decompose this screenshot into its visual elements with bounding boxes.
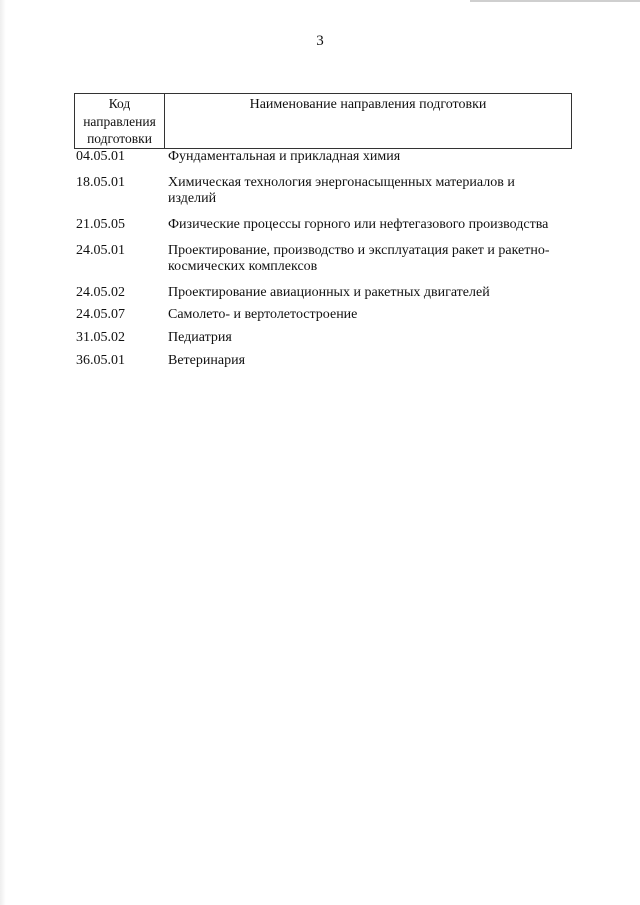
table-row: [76, 307, 566, 323]
row-name: Педиатрия: [168, 330, 232, 345]
page-number: 3: [316, 33, 324, 49]
row-name: Фундаментальная и прикладная химия: [168, 149, 401, 164]
row-code: 31.05.02: [76, 330, 125, 345]
row-name: Физические процессы горного или нефтегазового производства: [168, 217, 549, 232]
table-row: [76, 217, 566, 233]
header-code-line: подготовки: [87, 131, 152, 146]
header-code-line: Код: [108, 96, 131, 111]
table-body: [76, 149, 566, 369]
table-row: [76, 330, 566, 346]
header-code-cell: [75, 94, 165, 148]
table-row: [76, 243, 566, 275]
table-row: [76, 175, 566, 207]
header-code-line: направления: [83, 113, 156, 129]
table-row: [76, 353, 566, 369]
table-row: [76, 149, 566, 165]
table-header: [74, 93, 572, 149]
row-name: Самолето- и вертолетостроение: [168, 307, 358, 322]
row-code: 24.05.01: [76, 243, 125, 258]
scan-shadow: [0, 0, 6, 905]
row-code: 24.05.07: [76, 307, 125, 322]
row-name: Ветеринария: [168, 353, 246, 368]
row-code: 21.05.05: [76, 217, 125, 232]
scan-edge: [470, 0, 640, 2]
row-code: 36.05.01: [76, 353, 125, 368]
row-name: Химическая технология энергонасыщенных материалов и изделий: [168, 175, 515, 206]
header-name-cell: Наименование направления подготовки: [249, 97, 487, 112]
table-row: [76, 285, 566, 301]
row-code: 18.05.01: [76, 175, 125, 190]
row-name: Проектирование, производство и эксплуатация ракет и ракетно-космических комплексов: [168, 243, 550, 274]
row-code: 24.05.02: [76, 285, 125, 300]
row-name: Проектирование авиационных и ракетных двигателей: [168, 285, 490, 300]
row-code: 04.05.01: [76, 149, 125, 164]
